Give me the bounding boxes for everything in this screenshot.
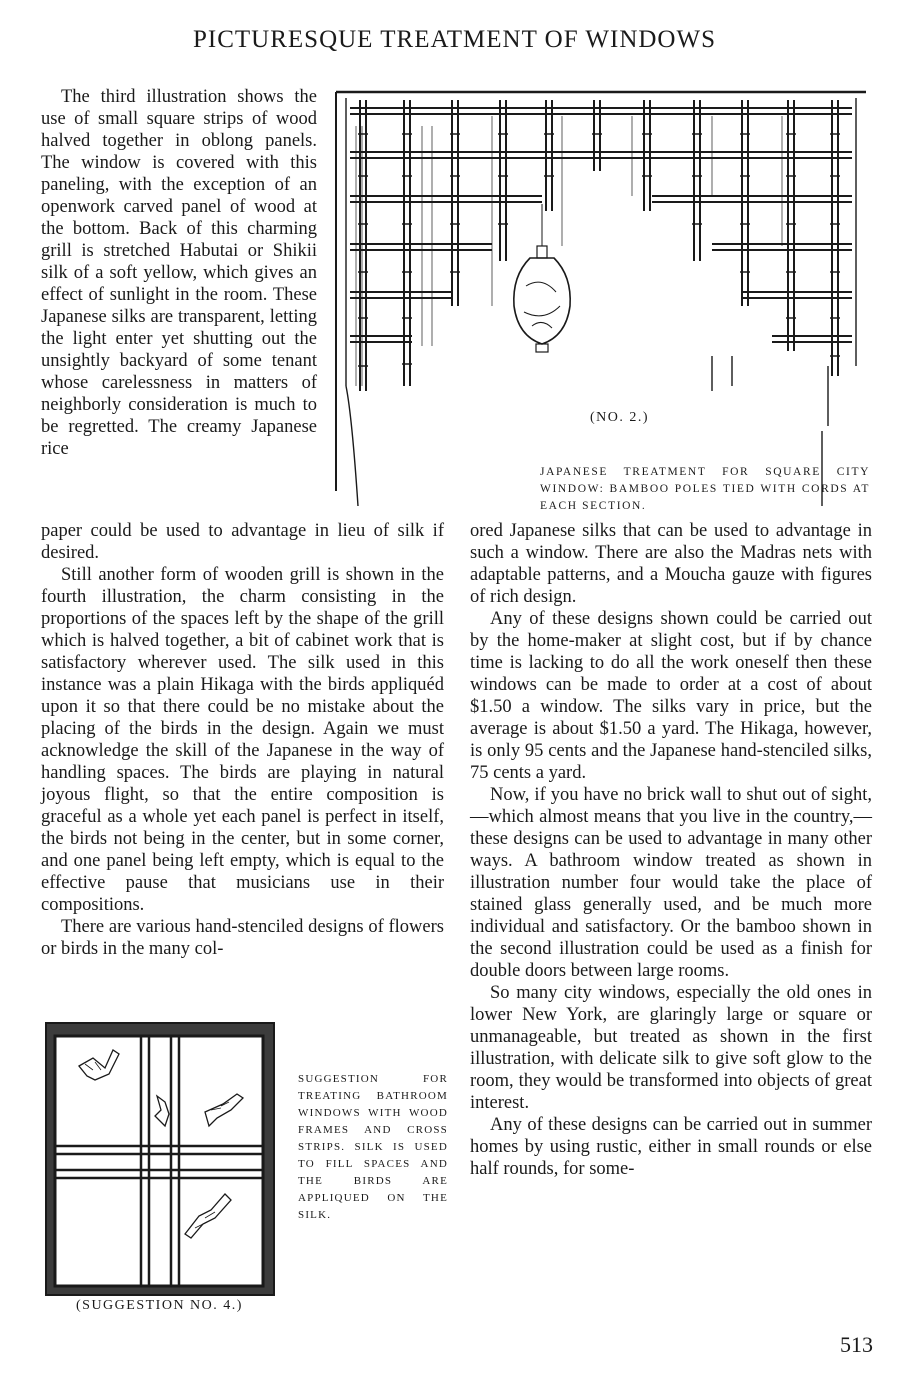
paragraph: Still another form of wooden grill is shown in the fourth illustration, the charm consisting in the proportions of the spaces left by the shape of the grill which is halved together, a bit of cabinet work that is satisfactory wherever used. The silk used in this instance was a plain Hikaga with the birds appliquéd upon it so that there could be no mistake about the placing of the birds in the design. Again we must acknowledge the skill of the Japanese in the way of handling spaces. The birds are playing in natural joyous flight, so that the entire composition is graceful as a whole yet each panel is perfect in itself, the birds not being in the center, but in some corner, and one panel being left empty, which is equal to the effective pause that musicians use in their compositions. (41, 565, 444, 915)
paragraph: Now, if you have no brick wall to shut out of sight,—which almost means that you live in the country,—these designs can be used to advantage in many other ways. A bathroom window treated as shown in illustration number four would take the place of stained glass generally used, and be much more individual and satisfactory. Or the bamboo shown in the second illustration could be used as a finish for double doors between large rooms. (470, 785, 872, 981)
left-column-top (41, 86, 317, 460)
paragraph: Any of these designs can be carried out in summer homes by using rustic, either in small rounds or else half rounds, for some- (470, 1115, 872, 1179)
bathroom-window-illustration (45, 1022, 275, 1297)
page-title: PICTURESQUE TREATMENT OF WINDOWS (193, 26, 716, 53)
right-column (470, 520, 872, 1180)
paragraph: paper could be used to advantage in lieu of silk if desired. (41, 521, 444, 563)
left-column (41, 520, 444, 960)
figure-no4-caption: SUGGESTION FOR TREATING BATHROOM WINDOWS WITH WOOD FRAMES AND CROSS STRIPS. SILK IS USED TO FILL SPACES AND THE BIRDS ARE APPLIQUED ON THE SILK. (298, 1073, 448, 1221)
paragraph: The third illustration shows the use of small square strips of wood halved together in oblong panels. The window is covered with this paneling, with the exception of an openwork carved panel of wood at the bottom. Back of this charming grill is stretched Habutai or Shikii silk of a soft yellow, which gives an effect of sunlight in the room. These Japanese silks are transparent, letting the light enter yet shutting out the unsightly backyard of some tenant whose carelessness in matters of neighborly consideration is much to be regretted. The creamy Japanese rice (41, 87, 317, 459)
paragraph: ored Japanese silks that can be used to advantage in such a window. There are also the Madras nets with adaptable patterns, and a Moucha gauze with figures of rich design. (470, 521, 872, 607)
bamboo-window-illustration (332, 86, 872, 506)
figure-no2-caption: JAPANESE TREATMENT FOR SQUARE CITY WINDOW: BAMBOO POLES TIED WITH CORDS AT EACH SECTION. (540, 466, 870, 512)
paragraph: There are various hand-stenciled designs of flowers or birds in the many col- (41, 917, 444, 959)
figure-no4-label: (SUGGESTION NO. 4.) (76, 1298, 243, 1313)
page-number: 513 (840, 1332, 873, 1357)
paragraph: Any of these designs shown could be carried out by the home-maker at slight cost, but if by chance time is lacking to do all the work oneself then these windows can be made to order at a cost of about $1.50 a window. The silks vary in price, but the average is about $1.50 a yard. The Hikaga, however, is only 95 cents and the Japanese hand-stenciled silks, 75 cents a yard. (470, 609, 872, 783)
paragraph: So many city windows, especially the old ones in lower New York, are glaringly large or square or unmanageable, but treated as shown in the first illustration, with delicate silk to give soft glow to the room, they would be transformed into objects of great interest. (470, 983, 872, 1113)
figure-no2-label: (NO. 2.) (590, 410, 650, 425)
